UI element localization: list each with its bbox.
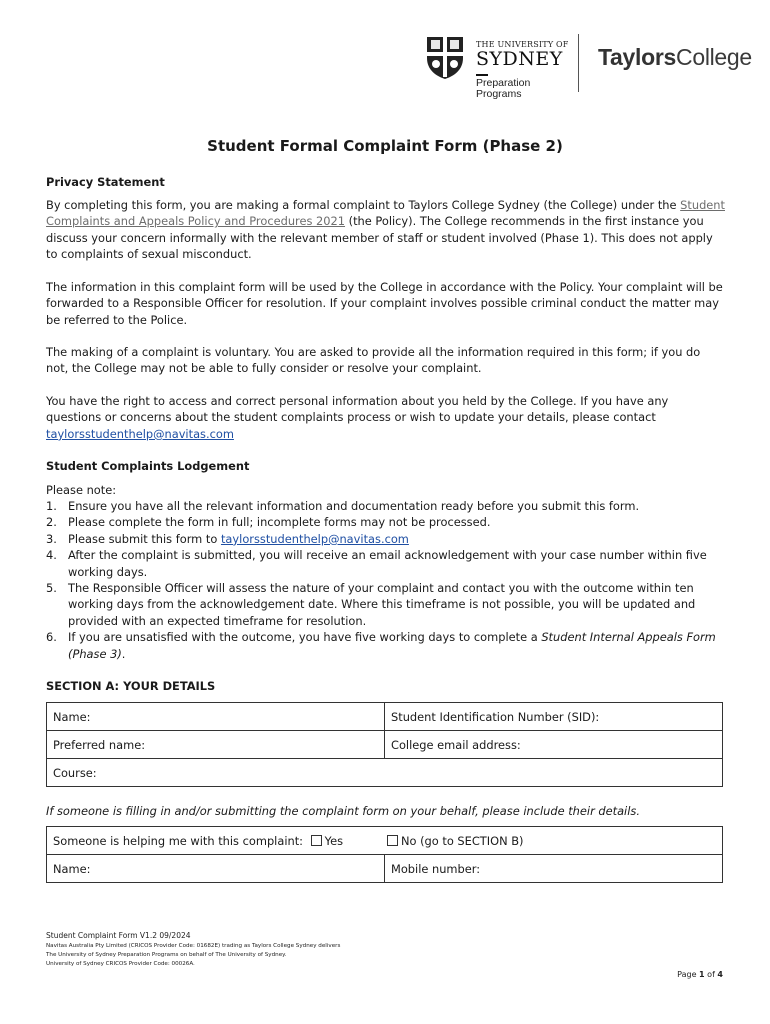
uni-small-text: THE UNIVERSITY OF bbox=[476, 40, 569, 49]
help-email-link[interactable]: taylorsstudenthelp@navitas.com bbox=[46, 426, 234, 441]
uni-divider bbox=[476, 74, 488, 76]
helper-note: If someone is filling in and/or submitting the complaint form on your behalf, please include their details. bbox=[46, 804, 640, 818]
p1-end: (the Policy). The College recommends in the first instance you discuss your concern informally with the relevant member of staff or student involved (Phase 1). This does not apply to complaints of sexual misconduct. bbox=[46, 214, 713, 262]
list-item bbox=[46, 498, 726, 514]
helper-mobile-field[interactable]: Mobile number: bbox=[385, 855, 723, 883]
step-text-end: . bbox=[121, 646, 126, 661]
privacy-heading: Privacy Statement bbox=[46, 175, 165, 189]
privacy-paragraph-4 bbox=[46, 393, 726, 442]
page-current: 1 bbox=[699, 970, 705, 979]
step-number: 1. bbox=[46, 499, 57, 513]
step-number: 4. bbox=[46, 548, 57, 563]
no-checkbox[interactable] bbox=[387, 835, 398, 846]
p4-text: You have the right to access and correct personal information about you held by the College. If you have any questions or concerns about the student complaints process or wish to update your details, please contact bbox=[46, 394, 669, 425]
name-field[interactable]: Name: bbox=[47, 703, 385, 731]
helper-question: Someone is helping me with this complaint: bbox=[53, 833, 304, 848]
step-text: The Responsible Officer will assess the nature of your complaint and contact you with the outcome within ten working days from the acknowledgement date. Where this timeframe is not possible, you will be updated and provided with an expected timeframe for resolution. bbox=[68, 581, 696, 628]
lodgement-heading: Student Complaints Lodgement bbox=[46, 459, 250, 473]
step-number: 5. bbox=[46, 581, 57, 596]
appeals-form-name: Student Internal Appeals Form (Phase 3) bbox=[68, 630, 716, 661]
privacy-paragraph-3: The making of a complaint is voluntary. You are asked to provide all the information required in this form; if you do not, the College may not be able to fully consider or resolve your complaint. bbox=[46, 345, 701, 376]
step-text: If you are unsatisfied with the outcome, you have five working days to complete a bbox=[68, 630, 542, 645]
page-total: 4 bbox=[717, 970, 723, 979]
sid-field[interactable]: Student Identification Number (SID): bbox=[385, 703, 723, 731]
list-item bbox=[46, 629, 726, 662]
page-of: of bbox=[704, 970, 718, 979]
uni-prep-programs bbox=[476, 78, 530, 100]
no-option bbox=[387, 834, 524, 848]
submit-email-link[interactable]: taylorsstudenthelp@navitas.com bbox=[220, 531, 409, 546]
policy-link[interactable]: Student Complaints and Appeals Policy and Procedures 2021 bbox=[46, 198, 725, 229]
privacy-paragraph-2: The information in this complaint form will be used by the College in accordance with the Policy. Your complaint will be forwarded to a Responsible Officer for resolution. If your complaint involves possible criminal conduct the matter may be referred to the Police. bbox=[46, 280, 723, 327]
p1-start: By completing this form, you are making a formal complaint to Taylors College Sydney (the College) under the bbox=[46, 198, 681, 212]
college-email-field[interactable]: College email address: bbox=[385, 731, 723, 759]
step-number: 2. bbox=[46, 515, 57, 530]
footer-line-2: Navitas Australia Pty Limited (CRICOS Provider Code: 01682E) trading as Taylors College Sydney delivers bbox=[46, 943, 341, 949]
list-item bbox=[46, 580, 726, 629]
prep-line-2: Programs bbox=[476, 88, 522, 100]
step-text: After the complaint is submitted, you will receive an email acknowledgement with your case number within five working days. bbox=[68, 548, 707, 579]
privacy-paragraph-1 bbox=[46, 197, 726, 263]
no-label: No (go to SECTION B) bbox=[401, 834, 524, 848]
please-note: Please note: bbox=[46, 483, 117, 497]
yes-checkbox[interactable] bbox=[311, 835, 322, 846]
preferred-name-field[interactable]: Preferred name: bbox=[47, 731, 385, 759]
list-item bbox=[46, 531, 726, 547]
step-text: Please submit this form to bbox=[68, 531, 221, 546]
university-crest-icon bbox=[424, 34, 466, 80]
table-row bbox=[47, 703, 723, 731]
list-item bbox=[46, 547, 726, 580]
taylors-bold: Taylors bbox=[598, 44, 677, 70]
details-table bbox=[46, 702, 723, 787]
prep-line-1: Preparation bbox=[476, 77, 531, 89]
course-field[interactable]: Course: bbox=[47, 759, 723, 787]
helper-row bbox=[47, 827, 723, 855]
header-divider bbox=[578, 34, 579, 92]
helper-table bbox=[46, 826, 723, 883]
step-text: Please complete the form in full; incomplete forms may not be processed. bbox=[68, 515, 491, 530]
table-row bbox=[47, 759, 723, 787]
step-number: 6. bbox=[46, 630, 57, 645]
step-text: Ensure you have all the relevant information and documentation ready before you submit this form. bbox=[68, 499, 640, 513]
form-version: Student Complaint Form V1.2 09/2024 bbox=[46, 931, 191, 940]
page-title: Student Formal Complaint Form (Phase 2) bbox=[207, 137, 563, 155]
list-item bbox=[46, 514, 726, 530]
lodgement-steps bbox=[46, 498, 726, 662]
step-number: 3. bbox=[46, 531, 57, 546]
table-row bbox=[47, 855, 723, 883]
page-number bbox=[677, 970, 723, 979]
helper-name-field[interactable]: Name: bbox=[47, 855, 385, 883]
footer-line-3: The University of Sydney Preparation Programs on behalf of The University of Sydney. bbox=[46, 952, 287, 958]
taylors-college-logo bbox=[598, 44, 752, 71]
table-row bbox=[47, 827, 723, 855]
footer-line-4: University of Sydney CRICOS Provider Code: 00026A. bbox=[46, 961, 195, 967]
university-of-sydney-logo bbox=[424, 34, 572, 100]
section-a-heading: SECTION A: YOUR DETAILS bbox=[46, 679, 216, 693]
uni-name: SYDNEY bbox=[476, 48, 563, 70]
page-prefix: Page bbox=[677, 970, 700, 979]
table-row bbox=[47, 731, 723, 759]
yes-label: Yes bbox=[324, 833, 344, 848]
taylors-regular: College bbox=[676, 44, 752, 70]
